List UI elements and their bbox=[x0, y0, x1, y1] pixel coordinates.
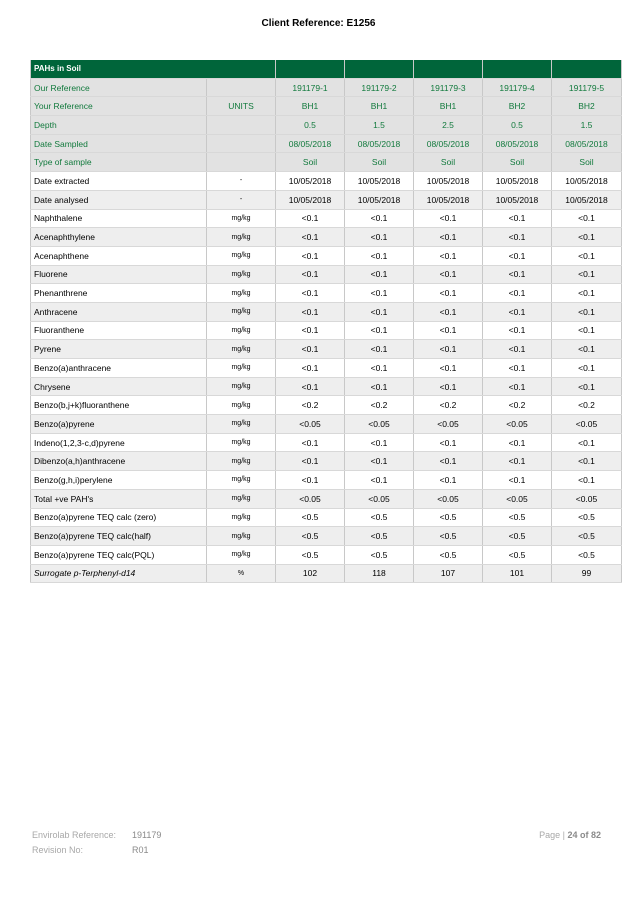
row-label: Benzo(a)pyrene TEQ calc (zero) bbox=[31, 508, 207, 527]
row-units: mg/kg bbox=[207, 209, 276, 228]
row-label: Benzo(g,h,i)perylene bbox=[31, 471, 207, 490]
table-row bbox=[31, 471, 622, 490]
sample-value-2: <0.2 bbox=[345, 396, 414, 415]
table-row bbox=[31, 190, 622, 209]
row-units bbox=[207, 116, 276, 135]
sample-value-1: 0.5 bbox=[276, 116, 345, 135]
sample-value-3: <0.1 bbox=[414, 433, 483, 452]
page-number bbox=[539, 830, 601, 840]
sample-value-5: <0.1 bbox=[552, 377, 622, 396]
sample-value-3: 191179-3 bbox=[414, 78, 483, 97]
sample-value-2: 118 bbox=[345, 564, 414, 583]
table-row bbox=[31, 396, 622, 415]
row-units: mg/kg bbox=[207, 265, 276, 284]
sample-value-5: <0.5 bbox=[552, 545, 622, 564]
sample-value-1: <0.05 bbox=[276, 489, 345, 508]
sample-value-1: 191179-1 bbox=[276, 78, 345, 97]
sample-value-4: Soil bbox=[483, 153, 552, 172]
row-label: Date Sampled bbox=[31, 134, 207, 153]
row-label: Benzo(a)pyrene TEQ calc(half) bbox=[31, 527, 207, 546]
row-units bbox=[207, 153, 276, 172]
sample-value-2: <0.1 bbox=[345, 321, 414, 340]
client-reference-heading: Client Reference: E1256 bbox=[261, 18, 376, 29]
row-units bbox=[207, 78, 276, 97]
sample-value-2: 10/05/2018 bbox=[345, 172, 414, 191]
table-row bbox=[31, 116, 622, 135]
sample-value-2: 1.5 bbox=[345, 116, 414, 135]
table-row bbox=[31, 508, 622, 527]
sample-value-1: <0.1 bbox=[276, 359, 345, 378]
sample-value-5: BH2 bbox=[552, 97, 622, 116]
table-title: PAHs in Soil bbox=[31, 60, 207, 78]
sample-value-2: <0.5 bbox=[345, 508, 414, 527]
sample-value-4: 10/05/2018 bbox=[483, 190, 552, 209]
row-label: Chrysene bbox=[31, 377, 207, 396]
sample-value-4: BH2 bbox=[483, 97, 552, 116]
sample-value-2: <0.1 bbox=[345, 377, 414, 396]
sample-value-5: <0.1 bbox=[552, 359, 622, 378]
sample-value-3: 08/05/2018 bbox=[414, 134, 483, 153]
sample-value-2: <0.1 bbox=[345, 452, 414, 471]
table-row bbox=[31, 302, 622, 321]
table-body bbox=[31, 60, 622, 583]
table-row bbox=[31, 228, 622, 247]
revision-value: R01 bbox=[132, 845, 149, 855]
sample-value-1: <0.2 bbox=[276, 396, 345, 415]
sample-value-3: <0.5 bbox=[414, 527, 483, 546]
sample-value-2: <0.1 bbox=[345, 302, 414, 321]
sample-value-3: <0.05 bbox=[414, 489, 483, 508]
title-spacer bbox=[483, 60, 552, 78]
sample-value-2: <0.05 bbox=[345, 489, 414, 508]
sample-value-5: <0.1 bbox=[552, 471, 622, 490]
row-label: Fluorene bbox=[31, 265, 207, 284]
sample-value-2: <0.1 bbox=[345, 246, 414, 265]
sample-value-3: <0.1 bbox=[414, 284, 483, 303]
title-spacer bbox=[207, 60, 276, 78]
sample-value-2: <0.1 bbox=[345, 228, 414, 247]
sample-value-2: <0.1 bbox=[345, 471, 414, 490]
row-label: Our Reference bbox=[31, 78, 207, 97]
sample-value-4: 10/05/2018 bbox=[483, 172, 552, 191]
sample-value-1: <0.5 bbox=[276, 545, 345, 564]
sample-value-2: BH1 bbox=[345, 97, 414, 116]
sample-value-1: 08/05/2018 bbox=[276, 134, 345, 153]
row-units: - bbox=[207, 172, 276, 191]
table-title-row bbox=[31, 60, 622, 78]
sample-value-5: <0.1 bbox=[552, 321, 622, 340]
row-units: mg/kg bbox=[207, 415, 276, 434]
footer-revision-row bbox=[32, 845, 161, 860]
sample-value-1: <0.5 bbox=[276, 508, 345, 527]
row-label: Acenaphthene bbox=[31, 246, 207, 265]
sample-value-3: 107 bbox=[414, 564, 483, 583]
footer-envirolab-row bbox=[32, 830, 161, 845]
sample-value-2: <0.1 bbox=[345, 265, 414, 284]
sample-value-2: 08/05/2018 bbox=[345, 134, 414, 153]
sample-value-3: <0.1 bbox=[414, 265, 483, 284]
envirolab-reference-label: Envirolab Reference: bbox=[32, 830, 117, 840]
table-row bbox=[31, 564, 622, 583]
row-units: mg/kg bbox=[207, 246, 276, 265]
sample-value-3: <0.1 bbox=[414, 377, 483, 396]
sample-value-3: BH1 bbox=[414, 97, 483, 116]
envirolab-reference-value: 191179 bbox=[132, 830, 162, 840]
sample-value-1: <0.1 bbox=[276, 209, 345, 228]
row-label: Date analysed bbox=[31, 190, 207, 209]
sample-value-3: <0.2 bbox=[414, 396, 483, 415]
row-units: mg/kg bbox=[207, 452, 276, 471]
sample-value-3: <0.5 bbox=[414, 545, 483, 564]
sample-value-4: <0.1 bbox=[483, 321, 552, 340]
sample-value-3: <0.1 bbox=[414, 359, 483, 378]
sample-value-4: <0.1 bbox=[483, 284, 552, 303]
sample-value-4: 101 bbox=[483, 564, 552, 583]
sample-value-4: <0.5 bbox=[483, 527, 552, 546]
row-label: Indeno(1,2,3-c,d)pyrene bbox=[31, 433, 207, 452]
sample-value-1: <0.1 bbox=[276, 246, 345, 265]
sample-value-5: <0.1 bbox=[552, 284, 622, 303]
sample-value-5: <0.1 bbox=[552, 246, 622, 265]
row-label: Benzo(a)pyrene TEQ calc(PQL) bbox=[31, 545, 207, 564]
footer-reference-block bbox=[32, 830, 161, 860]
row-units: mg/kg bbox=[207, 359, 276, 378]
sample-value-1: <0.1 bbox=[276, 284, 345, 303]
title-spacer bbox=[552, 60, 622, 78]
table-row bbox=[31, 265, 622, 284]
row-units: mg/kg bbox=[207, 340, 276, 359]
row-label: Benzo(b,j+k)fluoranthene bbox=[31, 396, 207, 415]
sample-value-4: 0.5 bbox=[483, 116, 552, 135]
table-row bbox=[31, 452, 622, 471]
sample-value-5: <0.1 bbox=[552, 452, 622, 471]
sample-value-5: 99 bbox=[552, 564, 622, 583]
sample-value-4: <0.05 bbox=[483, 415, 552, 434]
sample-value-5: 10/05/2018 bbox=[552, 172, 622, 191]
table-row bbox=[31, 134, 622, 153]
row-label: Pyrene bbox=[31, 340, 207, 359]
row-label: Date extracted bbox=[31, 172, 207, 191]
title-spacer bbox=[276, 60, 345, 78]
sample-value-5: 10/05/2018 bbox=[552, 190, 622, 209]
sample-value-2: <0.1 bbox=[345, 284, 414, 303]
sample-value-4: <0.1 bbox=[483, 433, 552, 452]
row-label: Your Reference bbox=[31, 97, 207, 116]
sample-value-2: 10/05/2018 bbox=[345, 190, 414, 209]
table-row bbox=[31, 527, 622, 546]
sample-value-5: <0.1 bbox=[552, 265, 622, 284]
sample-value-1: <0.1 bbox=[276, 321, 345, 340]
row-label: Surrogate p-Terphenyl-d14 bbox=[31, 564, 207, 583]
title-spacer bbox=[345, 60, 414, 78]
sample-value-4: <0.1 bbox=[483, 377, 552, 396]
sample-value-1: <0.05 bbox=[276, 415, 345, 434]
table-row bbox=[31, 415, 622, 434]
row-units: mg/kg bbox=[207, 489, 276, 508]
row-label: Benzo(a)pyrene bbox=[31, 415, 207, 434]
row-label: Type of sample bbox=[31, 153, 207, 172]
row-units: mg/kg bbox=[207, 377, 276, 396]
revision-label: Revision No: bbox=[32, 845, 84, 855]
row-units: - bbox=[207, 190, 276, 209]
row-units: mg/kg bbox=[207, 433, 276, 452]
sample-value-2: <0.5 bbox=[345, 545, 414, 564]
sample-value-5: <0.2 bbox=[552, 396, 622, 415]
sample-value-3: <0.1 bbox=[414, 471, 483, 490]
table-row bbox=[31, 153, 622, 172]
sample-value-4: <0.1 bbox=[483, 452, 552, 471]
row-label: Fluoranthene bbox=[31, 321, 207, 340]
row-units: mg/kg bbox=[207, 321, 276, 340]
sample-value-2: 191179-2 bbox=[345, 78, 414, 97]
table-row bbox=[31, 246, 622, 265]
row-units: mg/kg bbox=[207, 508, 276, 527]
row-units: mg/kg bbox=[207, 471, 276, 490]
sample-value-5: <0.1 bbox=[552, 340, 622, 359]
sample-value-4: <0.2 bbox=[483, 396, 552, 415]
sample-value-1: <0.1 bbox=[276, 433, 345, 452]
title-spacer bbox=[414, 60, 483, 78]
sample-value-5: <0.1 bbox=[552, 302, 622, 321]
row-units bbox=[207, 134, 276, 153]
sample-value-5: <0.5 bbox=[552, 527, 622, 546]
sample-value-1: 10/05/2018 bbox=[276, 172, 345, 191]
sample-value-1: <0.1 bbox=[276, 265, 345, 284]
sample-value-2: <0.5 bbox=[345, 527, 414, 546]
sample-value-5: <0.05 bbox=[552, 489, 622, 508]
sample-value-1: <0.1 bbox=[276, 302, 345, 321]
sample-value-5: <0.5 bbox=[552, 508, 622, 527]
row-units: mg/kg bbox=[207, 396, 276, 415]
row-label: Benzo(a)anthracene bbox=[31, 359, 207, 378]
row-label: Acenaphthylene bbox=[31, 228, 207, 247]
table-row bbox=[31, 359, 622, 378]
sample-value-4: <0.1 bbox=[483, 359, 552, 378]
sample-value-4: <0.05 bbox=[483, 489, 552, 508]
sample-value-5: 1.5 bbox=[552, 116, 622, 135]
row-label: Naphthalene bbox=[31, 209, 207, 228]
sample-value-4: <0.1 bbox=[483, 340, 552, 359]
row-units: UNITS bbox=[207, 97, 276, 116]
sample-value-4: <0.1 bbox=[483, 302, 552, 321]
sample-value-3: <0.05 bbox=[414, 415, 483, 434]
sample-value-1: BH1 bbox=[276, 97, 345, 116]
sample-value-1: <0.1 bbox=[276, 340, 345, 359]
sample-value-1: 10/05/2018 bbox=[276, 190, 345, 209]
sample-value-5: <0.05 bbox=[552, 415, 622, 434]
row-units: mg/kg bbox=[207, 527, 276, 546]
sample-value-4: <0.5 bbox=[483, 545, 552, 564]
row-label: Total +ve PAH's bbox=[31, 489, 207, 508]
sample-value-5: 191179-5 bbox=[552, 78, 622, 97]
sample-value-3: 2.5 bbox=[414, 116, 483, 135]
row-units: mg/kg bbox=[207, 545, 276, 564]
sample-value-4: <0.1 bbox=[483, 228, 552, 247]
sample-value-3: <0.1 bbox=[414, 246, 483, 265]
table-row bbox=[31, 209, 622, 228]
sample-value-5: <0.1 bbox=[552, 209, 622, 228]
sample-value-3: <0.1 bbox=[414, 452, 483, 471]
sample-value-5: 08/05/2018 bbox=[552, 134, 622, 153]
sample-value-1: 102 bbox=[276, 564, 345, 583]
sample-value-3: <0.1 bbox=[414, 228, 483, 247]
sample-value-4: 08/05/2018 bbox=[483, 134, 552, 153]
sample-value-4: <0.1 bbox=[483, 471, 552, 490]
row-label: Dibenzo(a,h)anthracene bbox=[31, 452, 207, 471]
table-row bbox=[31, 340, 622, 359]
row-units: mg/kg bbox=[207, 284, 276, 303]
sample-value-5: Soil bbox=[552, 153, 622, 172]
table-row bbox=[31, 172, 622, 191]
sample-value-3: <0.1 bbox=[414, 321, 483, 340]
row-label: Depth bbox=[31, 116, 207, 135]
sample-value-1: <0.5 bbox=[276, 527, 345, 546]
row-units: % bbox=[207, 564, 276, 583]
sample-value-4: <0.5 bbox=[483, 508, 552, 527]
sample-value-4: <0.1 bbox=[483, 246, 552, 265]
sample-value-3: <0.5 bbox=[414, 508, 483, 527]
sample-value-5: <0.1 bbox=[552, 228, 622, 247]
row-units: mg/kg bbox=[207, 228, 276, 247]
table-row bbox=[31, 78, 622, 97]
sample-value-3: Soil bbox=[414, 153, 483, 172]
sample-value-2: <0.1 bbox=[345, 359, 414, 378]
sample-value-2: <0.1 bbox=[345, 209, 414, 228]
sample-value-1: <0.1 bbox=[276, 377, 345, 396]
pahs-results-table bbox=[30, 60, 622, 583]
table-row bbox=[31, 284, 622, 303]
sample-value-2: Soil bbox=[345, 153, 414, 172]
sample-value-3: <0.1 bbox=[414, 302, 483, 321]
table-row bbox=[31, 97, 622, 116]
page-prefix: Page | bbox=[539, 830, 565, 840]
row-units: mg/kg bbox=[207, 302, 276, 321]
table-row bbox=[31, 489, 622, 508]
sample-value-3: 10/05/2018 bbox=[414, 172, 483, 191]
sample-value-2: <0.05 bbox=[345, 415, 414, 434]
row-label: Anthracene bbox=[31, 302, 207, 321]
sample-value-1: Soil bbox=[276, 153, 345, 172]
sample-value-3: <0.1 bbox=[414, 340, 483, 359]
sample-value-4: 191179-4 bbox=[483, 78, 552, 97]
table-row bbox=[31, 433, 622, 452]
sample-value-4: <0.1 bbox=[483, 209, 552, 228]
table-row bbox=[31, 321, 622, 340]
sample-value-3: 10/05/2018 bbox=[414, 190, 483, 209]
sample-value-3: <0.1 bbox=[414, 209, 483, 228]
sample-value-5: <0.1 bbox=[552, 433, 622, 452]
sample-value-1: <0.1 bbox=[276, 452, 345, 471]
page-value: 24 of 82 bbox=[567, 830, 601, 840]
table-row bbox=[31, 377, 622, 396]
row-label: Phenanthrene bbox=[31, 284, 207, 303]
sample-value-4: <0.1 bbox=[483, 265, 552, 284]
sample-value-1: <0.1 bbox=[276, 228, 345, 247]
sample-value-2: <0.1 bbox=[345, 433, 414, 452]
sample-value-2: <0.1 bbox=[345, 340, 414, 359]
sample-value-1: <0.1 bbox=[276, 471, 345, 490]
table-row bbox=[31, 545, 622, 564]
